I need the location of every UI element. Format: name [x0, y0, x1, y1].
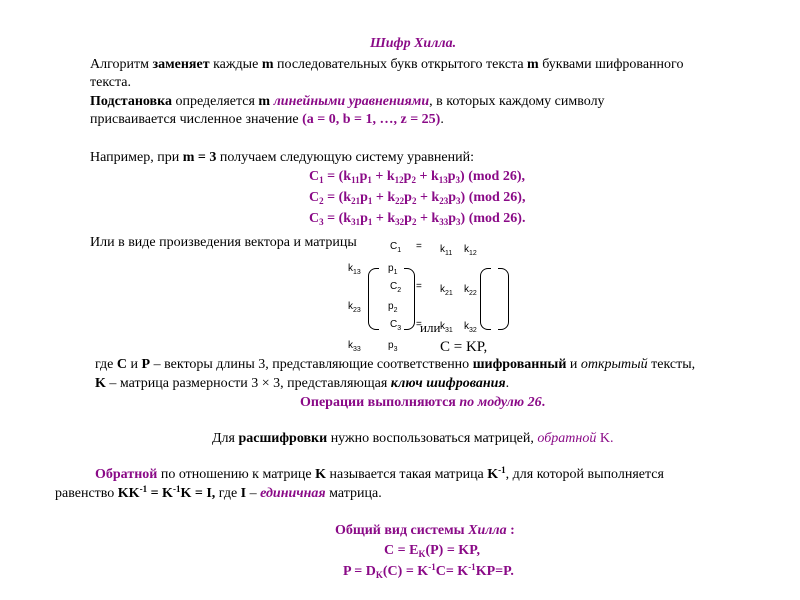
- matrix-k22: $k_{22}$: [464, 284, 477, 297]
- right-bracket: [498, 268, 509, 330]
- matrix-equals: =: [416, 281, 422, 292]
- paragraph-decryption: Для расшифровки нужно воспользоваться матрицей, обратной K.: [212, 431, 614, 446]
- operations-modulo: Операции выполняются по модулю 26.: [300, 395, 546, 410]
- matrix-k23: $k_{23}$: [348, 301, 361, 314]
- hill-encrypt-formula: $C = E_K(P)$ = KP,: [384, 543, 480, 559]
- paragraph-matrix-intro: Или в виде произведения вектора и матрицы: [90, 235, 357, 250]
- equation-1: $C_1 = (k_{11}p_1 + k_{12}p_2 + k_{13}p_3)$ (mod 26),: [309, 169, 525, 185]
- matrix-p3: $p_3$: [388, 340, 398, 353]
- equation-3: $C_3 = (k_{31}p_1 + k_{32}p_2 + k_{33}p_3)$ (mod 26).: [309, 211, 526, 227]
- matrix-equals: =: [416, 319, 422, 330]
- matrix-c2: $C_2$: [390, 281, 402, 294]
- paragraph-substitution: Подстановка определяется m линейными уравнениями, в которых каждому символу: [90, 94, 605, 109]
- matrix-c3: $C_3$: [390, 319, 402, 332]
- equation-ckp: C = KP,: [440, 339, 488, 355]
- paragraph-vectors-line2: K – матрица размерности 3 × 3, представляющая ключ шифрования.: [95, 376, 510, 391]
- paragraph-substitution-line2: присваивается численное значение (a = 0, b = 1, …, z = 25).: [90, 112, 444, 127]
- matrix-k33: $k_{33}$: [348, 340, 361, 353]
- matrix-c1: $C_1$: [390, 241, 402, 254]
- paragraph-algorithm: Алгоритм заменяет каждые m последовательных букв открытого текста m буквами шифрованного: [90, 57, 684, 72]
- paragraph-example: Например, при m = 3 получаем следующую систему уравнений:: [90, 150, 475, 165]
- paragraph-algorithm-line2: текста.: [90, 75, 132, 90]
- matrix-p2: $p_2$: [388, 301, 398, 314]
- matrix-k12: $k_{12}$: [464, 244, 477, 257]
- matrix-equals: =: [416, 241, 422, 252]
- hill-decrypt-formula: $P = D_K(C) = K^{-1}C= K^{-1}KP=P$.: [343, 562, 514, 580]
- matrix-or: или: [420, 320, 441, 335]
- page-title: Шифр Хилла.: [370, 36, 457, 51]
- paragraph-inverse-line2: равенство $KK^{-1} = K^{-1}K = I$, где I – единичная матрица.: [55, 484, 382, 501]
- matrix-k11: $k_{11}$: [440, 244, 453, 257]
- matrix-k32: $k_{32}$: [464, 321, 477, 334]
- left-bracket: [368, 268, 379, 330]
- matrix-k13: $k_{13}$: [348, 263, 361, 276]
- hill-general-title: Общий вид системы Хилла :: [335, 523, 515, 538]
- matrix-p1: $p_1$: [388, 263, 398, 276]
- right-bracket: [404, 268, 415, 330]
- matrix-k31: $k_{31}$: [440, 321, 453, 334]
- paragraph-inverse: Обратной по отношению к матрице K называется такая матрица $K^{-1}$, для которой выполняется: [95, 465, 664, 482]
- equation-2: $C_2 = (k_{21}p_1 + k_{22}p_2 + k_{23}p_3)$ (mod 26),: [309, 190, 526, 206]
- matrix-k21: $k_{21}$: [440, 284, 453, 297]
- paragraph-vectors: где C и P – векторы длины 3, представляющие соответственно шифрованный и открытый тексты,: [95, 357, 696, 372]
- left-bracket: [480, 268, 491, 330]
